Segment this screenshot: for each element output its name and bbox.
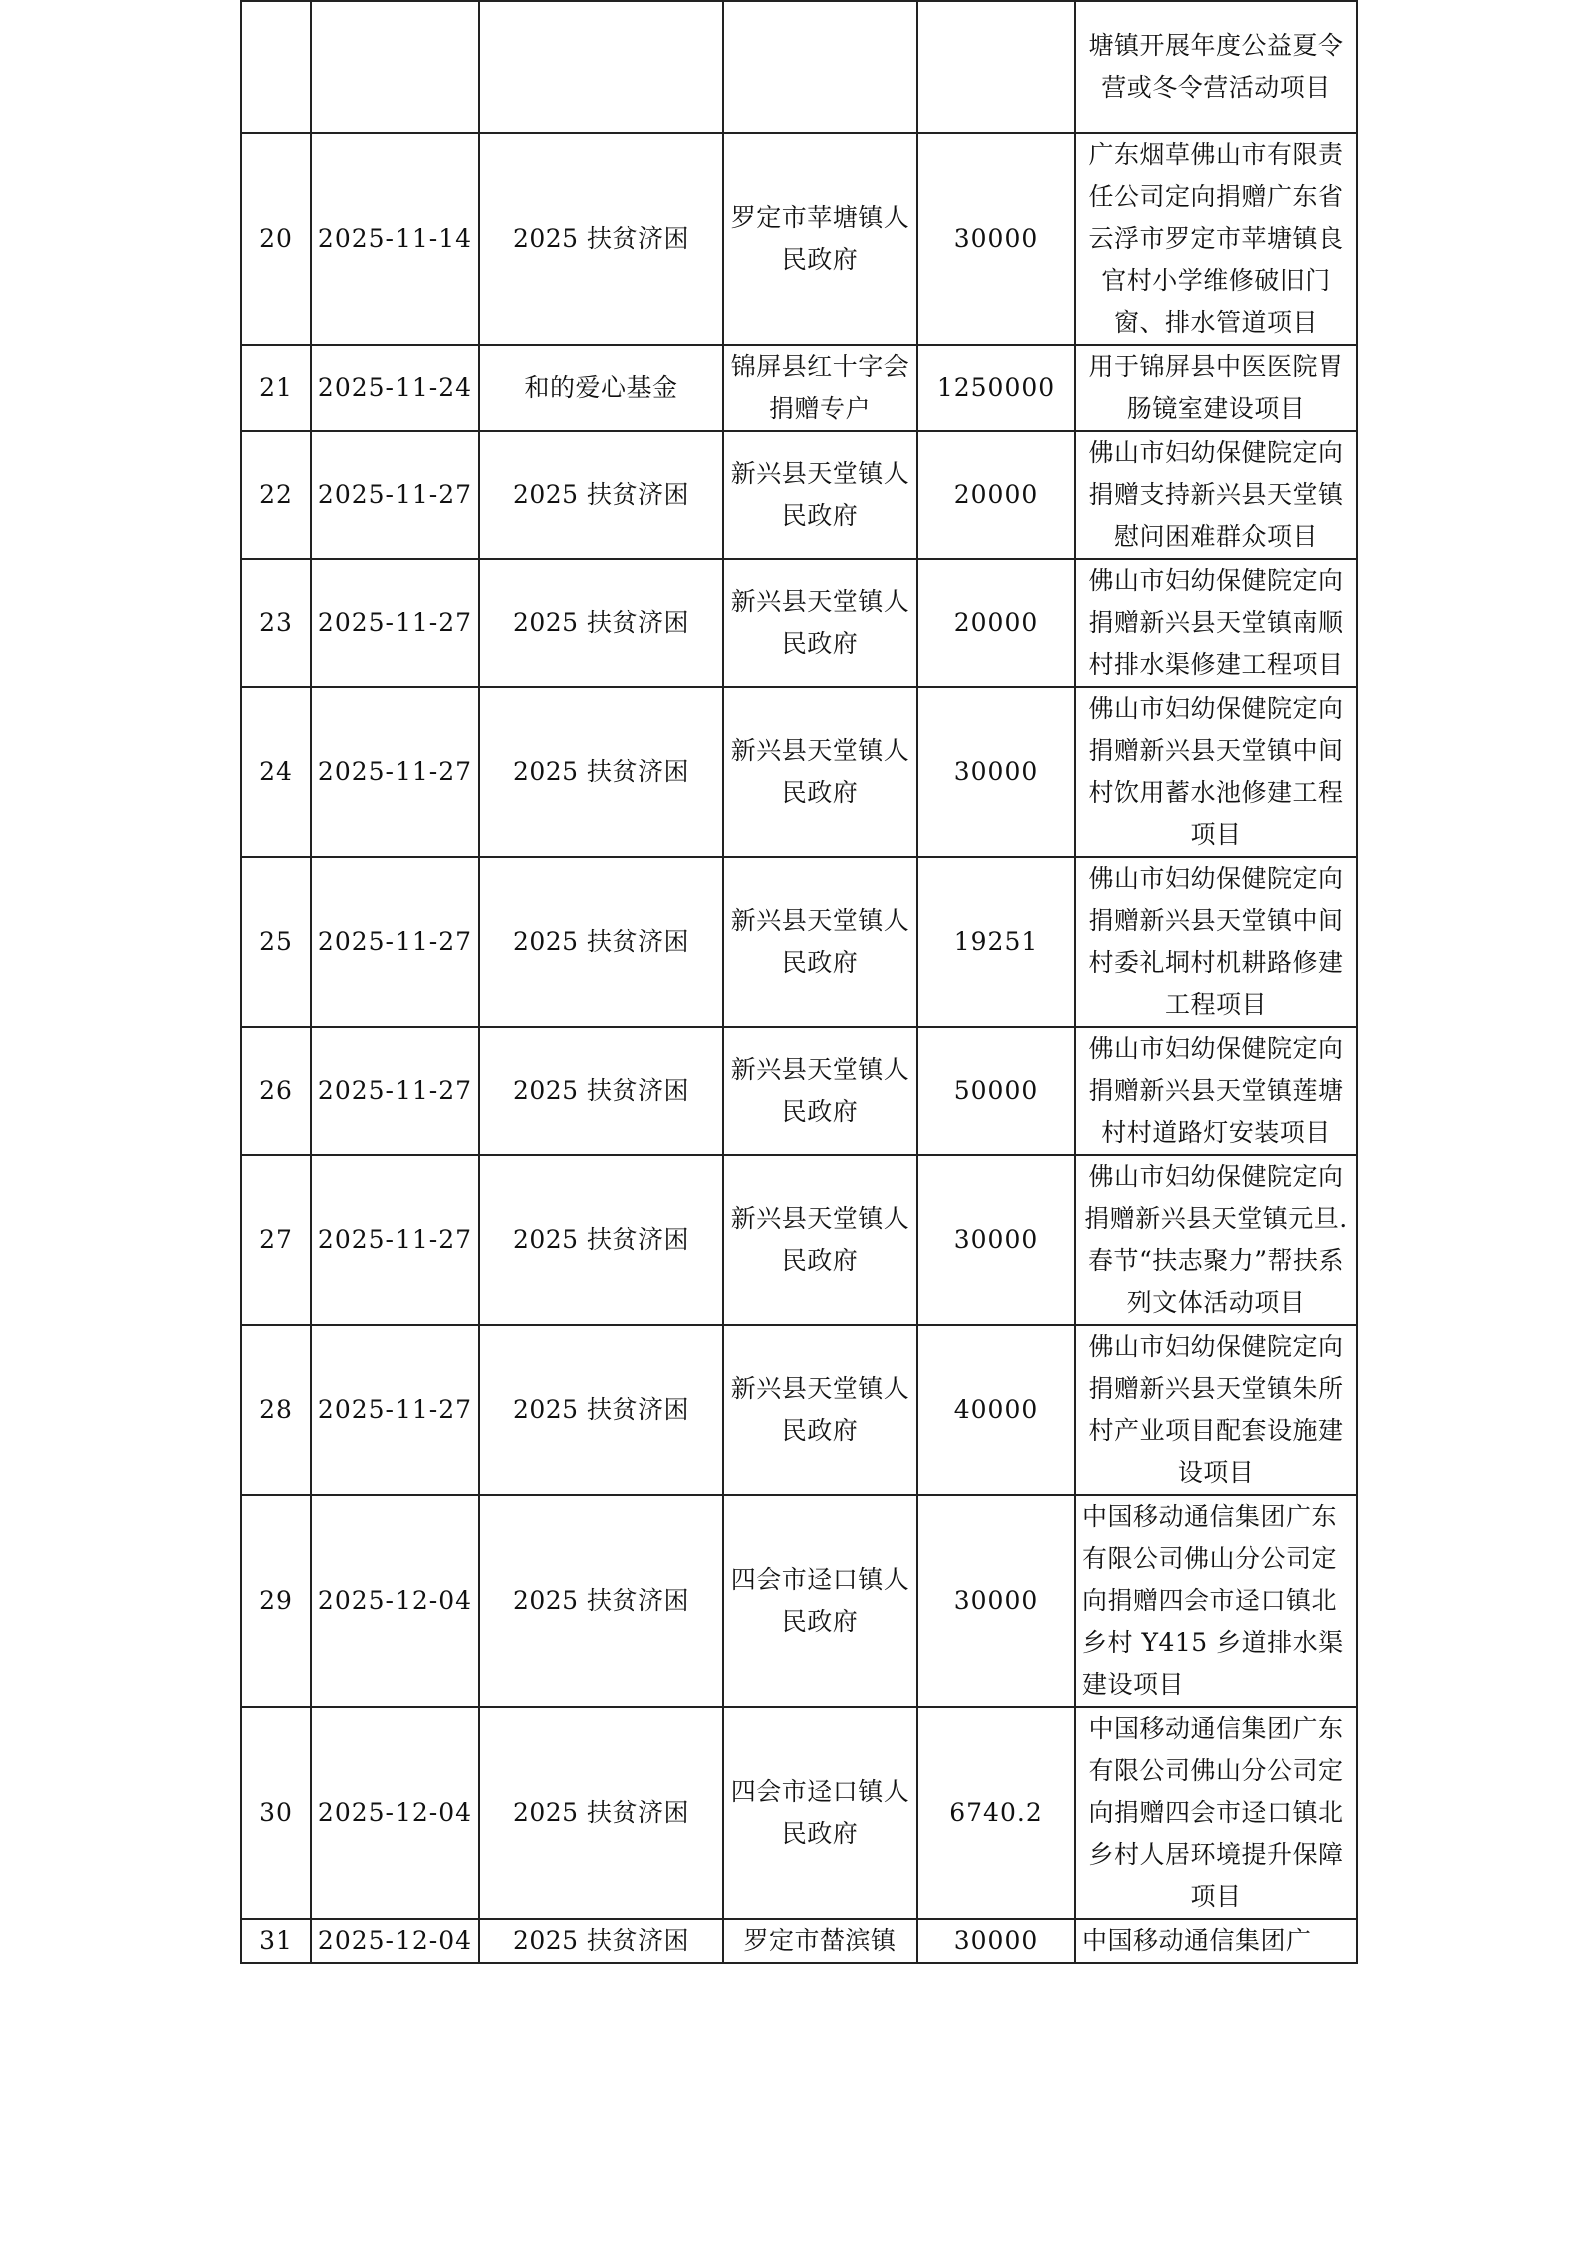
cell-description: 中国移动通信集团广东有限公司佛山分公司定向捐赠四会市迳口镇北乡村人居环境提升保障项目 (1075, 1707, 1357, 1919)
cell-fund-name (479, 1, 723, 133)
cell-recipient: 新兴县天堂镇人民政府 (723, 431, 917, 559)
cell-number: 29 (241, 1495, 311, 1707)
cell-amount: 50000 (917, 1027, 1075, 1155)
cell-number: 22 (241, 431, 311, 559)
cell-description: 佛山市妇幼保健院定向捐赠支持新兴县天堂镇慰问困难群众项目 (1075, 431, 1357, 559)
cell-amount: 6740.2 (917, 1707, 1075, 1919)
cell-recipient: 新兴县天堂镇人民政府 (723, 1027, 917, 1155)
cell-recipient: 新兴县天堂镇人民政府 (723, 687, 917, 857)
table-row (241, 1155, 1357, 1325)
cell-date: 2025-11-27 (311, 431, 479, 559)
cell-fund-name: 2025 扶贫济困 (479, 687, 723, 857)
cell-date (311, 1, 479, 133)
cell-amount: 30000 (917, 133, 1075, 345)
table-row (241, 687, 1357, 857)
cell-number (241, 1, 311, 133)
cell-amount: 30000 (917, 687, 1075, 857)
cell-recipient: 四会市迳口镇人民政府 (723, 1707, 917, 1919)
cell-description: 广东烟草佛山市有限责任公司定向捐赠广东省云浮市罗定市苹塘镇良官村小学维修破旧门窗、排水管道项目 (1075, 133, 1357, 345)
table-row (241, 1027, 1357, 1155)
cell-number: 20 (241, 133, 311, 345)
cell-fund-name: 2025 扶贫济困 (479, 1919, 723, 1963)
cell-number: 28 (241, 1325, 311, 1495)
cell-amount: 30000 (917, 1919, 1075, 1963)
cell-fund-name: 2025 扶贫济困 (479, 559, 723, 687)
cell-recipient: 锦屏县红十字会捐赠专户 (723, 345, 917, 431)
cell-fund-name: 2025 扶贫济困 (479, 431, 723, 559)
cell-fund-name: 2025 扶贫济困 (479, 857, 723, 1027)
cell-fund-name: 2025 扶贫济困 (479, 1027, 723, 1155)
cell-date: 2025-11-24 (311, 345, 479, 431)
cell-description: 佛山市妇幼保健院定向捐赠新兴县天堂镇南顺村排水渠修建工程项目 (1075, 559, 1357, 687)
cell-date: 2025-11-14 (311, 133, 479, 345)
cell-amount: 1250000 (917, 345, 1075, 431)
table-row (241, 1495, 1357, 1707)
cell-description: 佛山市妇幼保健院定向捐赠新兴县天堂镇元旦.春节“扶志聚力”帮扶系列文体活动项目 (1075, 1155, 1357, 1325)
cell-fund-name: 2025 扶贫济困 (479, 1495, 723, 1707)
cell-amount: 20000 (917, 431, 1075, 559)
cell-fund-name: 2025 扶贫济困 (479, 1325, 723, 1495)
cell-number: 30 (241, 1707, 311, 1919)
cell-recipient: 新兴县天堂镇人民政府 (723, 559, 917, 687)
cell-recipient: 新兴县天堂镇人民政府 (723, 1155, 917, 1325)
cell-fund-name: 2025 扶贫济困 (479, 1155, 723, 1325)
cell-recipient: 新兴县天堂镇人民政府 (723, 857, 917, 1027)
cell-date: 2025-11-27 (311, 687, 479, 857)
cell-date: 2025-12-04 (311, 1707, 479, 1919)
donation-table (240, 0, 1358, 1964)
cell-date: 2025-11-27 (311, 559, 479, 687)
cell-recipient (723, 1, 917, 133)
cell-number: 27 (241, 1155, 311, 1325)
cell-description: 用于锦屏县中医医院胃肠镜室建设项目 (1075, 345, 1357, 431)
cell-description: 中国移动通信集团广东有限公司佛山分公司定向捐赠四会市迳口镇北乡村 Y415 乡道排水渠建设项目 (1075, 1495, 1357, 1707)
table-row (241, 345, 1357, 431)
cell-date: 2025-11-27 (311, 1027, 479, 1155)
cell-number: 21 (241, 345, 311, 431)
cell-number: 25 (241, 857, 311, 1027)
table-row (241, 431, 1357, 559)
cell-description: 佛山市妇幼保健院定向捐赠新兴县天堂镇中间村饮用蓄水池修建工程项目 (1075, 687, 1357, 857)
cell-number: 23 (241, 559, 311, 687)
cell-date: 2025-11-27 (311, 1325, 479, 1495)
cell-number: 24 (241, 687, 311, 857)
table-row (241, 857, 1357, 1027)
cell-date: 2025-11-27 (311, 1155, 479, 1325)
cell-number: 31 (241, 1919, 311, 1963)
cell-description: 佛山市妇幼保健院定向捐赠新兴县天堂镇朱所村产业项目配套设施建设项目 (1075, 1325, 1357, 1495)
cell-recipient: 罗定市苹塘镇人民政府 (723, 133, 917, 345)
cell-recipient: 新兴县天堂镇人民政府 (723, 1325, 917, 1495)
cell-description: 佛山市妇幼保健院定向捐赠新兴县天堂镇莲塘村村道路灯安装项目 (1075, 1027, 1357, 1155)
table-body (241, 1, 1357, 1963)
cell-amount: 20000 (917, 559, 1075, 687)
cell-description: 塘镇开展年度公益夏令营或冬令营活动项目 (1075, 1, 1357, 133)
cell-amount: 40000 (917, 1325, 1075, 1495)
table-row (241, 1919, 1357, 1963)
cell-description: 佛山市妇幼保健院定向捐赠新兴县天堂镇中间村委礼垌村机耕路修建工程项目 (1075, 857, 1357, 1027)
cell-amount (917, 1, 1075, 133)
cell-number: 26 (241, 1027, 311, 1155)
cell-fund-name: 2025 扶贫济困 (479, 133, 723, 345)
cell-date: 2025-12-04 (311, 1495, 479, 1707)
table-row (241, 1707, 1357, 1919)
table-row (241, 559, 1357, 687)
cell-fund-name: 2025 扶贫济困 (479, 1707, 723, 1919)
cell-amount: 19251 (917, 857, 1075, 1027)
table-row (241, 1, 1357, 133)
cell-description: 中国移动通信集团广 (1075, 1919, 1357, 1963)
cell-amount: 30000 (917, 1155, 1075, 1325)
cell-fund-name: 和的爱心基金 (479, 345, 723, 431)
table-row (241, 1325, 1357, 1495)
cell-recipient: 罗定市榃滨镇 (723, 1919, 917, 1963)
cell-date: 2025-12-04 (311, 1919, 479, 1963)
cell-amount: 30000 (917, 1495, 1075, 1707)
cell-recipient: 四会市迳口镇人民政府 (723, 1495, 917, 1707)
table-row (241, 133, 1357, 345)
cell-date: 2025-11-27 (311, 857, 479, 1027)
